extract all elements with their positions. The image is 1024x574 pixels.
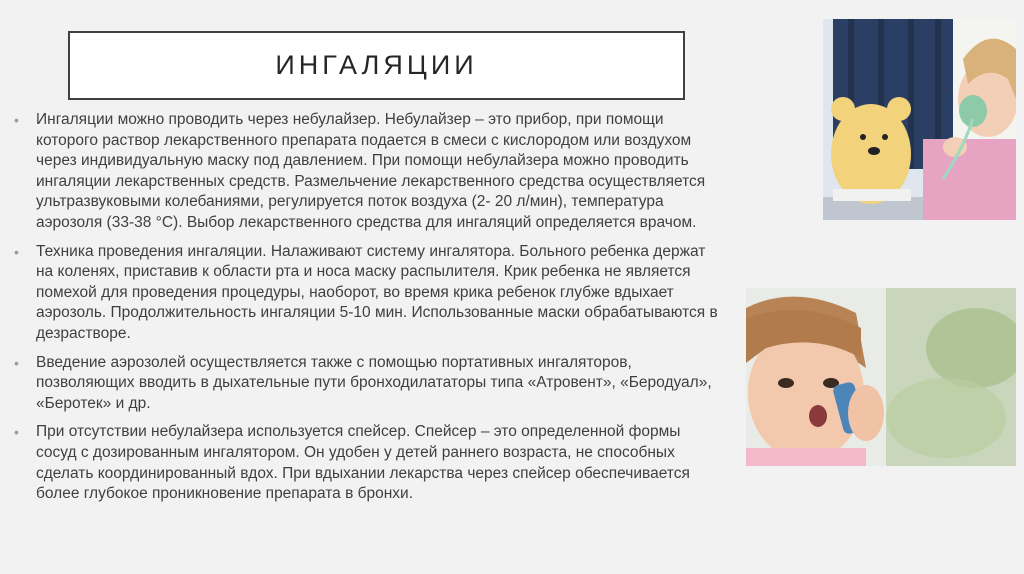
bullet-marker: • <box>14 243 19 260</box>
inhaler-photo <box>746 288 1016 466</box>
bullet-text: При отсутствии небулайзера используется спейсер. Спейсер – это определенной формы сосуд с дозированным ингалятором. Он удобен у детей раннего возраста, не способных сделать координированный вдох. При вдыхании лекарства через спейсер обеспечивается более глубокое проникновение препарата в бронхи. <box>36 423 690 503</box>
bullet-list <box>14 110 724 513</box>
bullet-marker: • <box>14 424 19 441</box>
nebulizer-photo <box>823 19 1016 220</box>
slide-title: ИНГАЛЯЦИИ <box>275 50 478 80</box>
bullet-text: Ингаляции можно проводить через небулайзер. Небулайзер – это прибор, при помощи которого раствор лекарственного препарата подается в смеси с кислородом или воздухом через индивидуальную маску под давлением. При помощи небулайзера можно проводить ингаляции лекарственных средств. Размельчение лекарственного средства осуществляется ультразвуковыми колебаниями, регулируется поток воздуха (2- 20 л/мин), температура аэрозоля (33-38 °С). Выбор лекарственного средства для ингаляций определяется врачом. <box>36 111 706 231</box>
bullet-text: Введение аэрозолей осуществляется также с помощью портативных ингаляторов, позволяющих вводить в дыхательные пути бронходилататоры типа «Атровент», «Беродуал», «Беротек» и др. <box>36 353 712 412</box>
title-box <box>68 31 685 100</box>
bullet-item-nebulizer <box>14 110 724 234</box>
bullet-marker: • <box>14 354 19 371</box>
inhaler-photo-illustration <box>746 288 1016 466</box>
bullet-text: Техника проведения ингаляции. Налаживают систему ингалятора. Больного ребенка держат на коленях, приставив к области рта и носа маску распылителя. Крик ребенка не является помехой для проведения процедуры, наоборот, во время крика ребенок глубже вдыхает аэрозоль. Продолжительность ингаляции 5-10 мин. Использованные маски обрабатываются в дезрастворе. <box>36 242 718 342</box>
bullet-item-spacer <box>14 422 724 504</box>
bullet-item-portable-inhalers <box>14 353 724 415</box>
bullet-marker: • <box>14 112 19 128</box>
bullet-item-technique <box>14 242 724 345</box>
nebulizer-photo-illustration <box>823 19 1016 220</box>
